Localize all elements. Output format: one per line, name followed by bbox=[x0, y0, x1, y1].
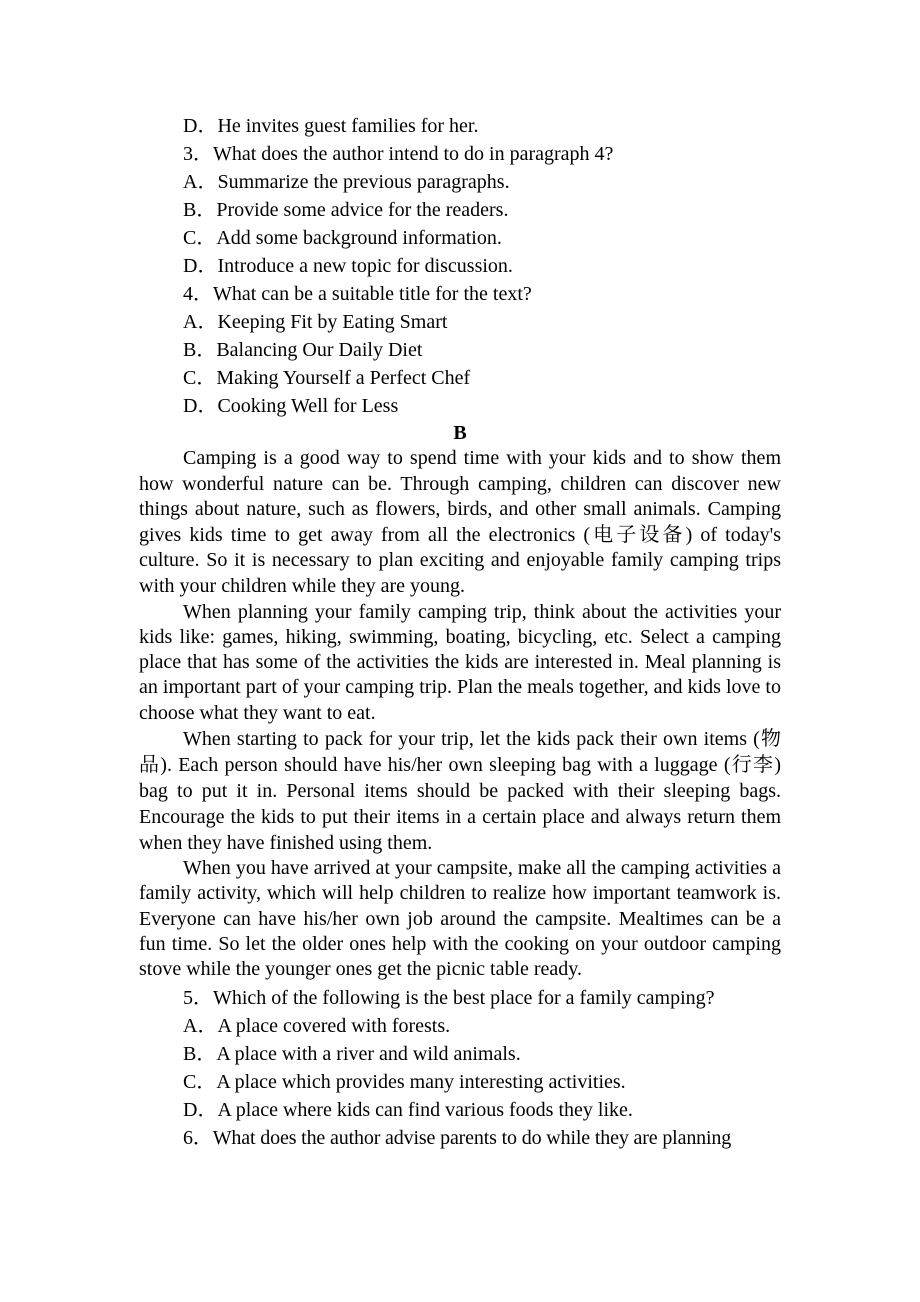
q3-question: 3．What does the author intend to do in paragraph 4? bbox=[183, 143, 614, 165]
q5-option-c: C．A place which provides many interesting activities. bbox=[183, 1070, 626, 1093]
q6-question: 6．What does the author advise parents to do while they are planning bbox=[183, 1126, 732, 1149]
q5-question: 5．Which of the following is the best place for a family camping? bbox=[183, 986, 715, 1009]
q3-option-c: C．Add some background information. bbox=[183, 227, 502, 249]
q3-option-a: A．Summarize the previous paragraphs. bbox=[183, 171, 510, 193]
q3-option-d: D．Introduce a new topic for discussion. bbox=[183, 255, 513, 277]
passage-paragraph-2: When planning your family camping trip, think about the activities your kids like: games, hiking, swimming, boating, bicycling, etc. Select a camping place that has some of the activities the kids are interested in. Meal planning is an important part of your camping trip. Plan the meals together, and kids love to choose what they want to eat. bbox=[139, 600, 781, 724]
q3-option-b: B．Provide some advice for the readers. bbox=[183, 199, 509, 221]
q4-option-d: D．Cooking Well for Less bbox=[183, 395, 399, 417]
passage-paragraph-1: Camping is a good way to spend time with your kids and to show them how wonderful nature can be. Through camping, children can discover new things about nature, such as flowers, birds, and other small animals. Camping gives kids time to get away from all the electronics (电子设备) of today's culture. So it is necessary to plan exciting and enjoyable family camping trips with your children while they are young. bbox=[139, 447, 781, 597]
q5-option-d: D．A place where kids can find various foods they like. bbox=[183, 1098, 633, 1121]
q4-option-c: C．Making Yourself a Perfect Chef bbox=[183, 367, 471, 389]
q5-option-b: B．A place with a river and wild animals. bbox=[183, 1042, 521, 1065]
q4-option-a: A．Keeping Fit by Eating Smart bbox=[183, 311, 448, 333]
passage-paragraph-4: When you have arrived at your campsite, make all the camping activities a family activity, which will help children to realize how important teamwork is. Everyone can have his/her own job around the campsite. Mealtimes can be a fun time. So let the older ones help with the cooking on your outdoor camping stove while the younger ones get the picnic table ready. bbox=[139, 857, 781, 981]
q5-option-a: A．A place covered with forests. bbox=[183, 1014, 451, 1037]
q4-option-b: B．Balancing Our Daily Diet bbox=[183, 339, 423, 361]
document-page bbox=[139, 112, 781, 1152]
passage-paragraph-3: When starting to pack for your trip, let the kids pack their own items (物品). Each person should have his/her own sleeping bag with a luggage (行李) bag to put it in. Personal items should be packed with their sleeping bags. Encourage the kids to put their items in a certain place and always return them when they have finished using them. bbox=[139, 728, 781, 855]
section-heading: B bbox=[453, 422, 467, 444]
q2-option-d: D．He invites guest families for her. bbox=[183, 115, 479, 137]
q4-question: 4．What can be a suitable title for the text? bbox=[183, 283, 532, 305]
